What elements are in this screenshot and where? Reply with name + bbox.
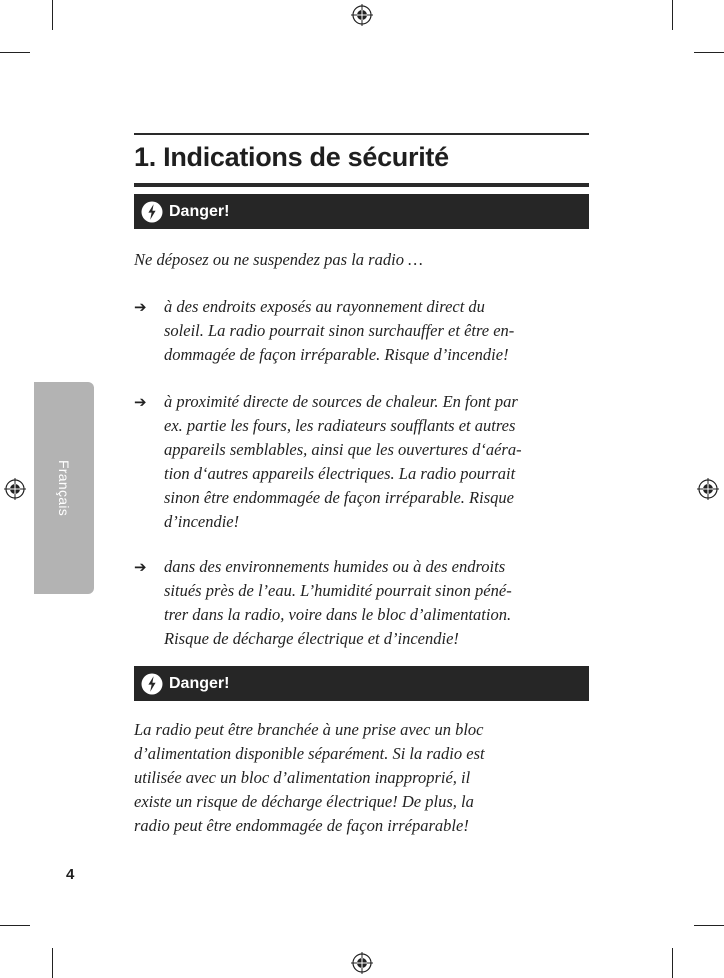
lightning-bolt-icon [141, 673, 163, 695]
arrow-right-icon: ➔ [134, 558, 147, 576]
language-tab [34, 382, 94, 594]
list-item [134, 390, 589, 534]
list-item [134, 295, 589, 367]
registration-mark-icon [351, 4, 373, 26]
registration-mark-icon [697, 478, 719, 500]
crop-mark [672, 948, 673, 978]
registration-mark-icon [4, 478, 26, 500]
top-rule [134, 133, 589, 135]
crop-mark [672, 0, 673, 30]
danger-banner [134, 194, 589, 229]
crop-mark [52, 948, 53, 978]
lightning-bolt-icon [141, 201, 163, 223]
list-item-text: dans des environnements humides ou à des endroits situés près de l’eau. L’humidité pourrait sinon péné- trer dans la radio, voire dans le bloc d’alimentation. Risque de décharge électrique et d’incendie! [164, 557, 512, 648]
crop-mark [52, 0, 53, 30]
danger-label: Danger! [169, 674, 230, 692]
danger-banner [134, 666, 589, 701]
arrow-right-icon: ➔ [134, 393, 147, 411]
crop-mark [694, 925, 724, 926]
crop-mark [0, 52, 30, 53]
crop-mark [694, 52, 724, 53]
list-item-text: à des endroits exposés au rayonnement direct du soleil. La radio pourrait sinon surchauffer et être en- dommagée de façon irréparable. Risque d’incendie! [164, 297, 515, 364]
danger-label: Danger! [169, 202, 230, 220]
crop-mark [0, 925, 30, 926]
intro-text: Ne déposez ou ne suspendez pas la radio … [134, 250, 423, 269]
page-number: 4 [66, 866, 75, 883]
warning-paragraph: La radio peut être branchée à une prise avec un bloc d’alimentation disponible séparément. Si la radio est utilisée avec un bloc d’alimentation inapproprié, il existe un risque de décharge électrique! De plus, la radio peut être endommagée de façon irréparable! [134, 720, 485, 835]
arrow-right-icon: ➔ [134, 298, 147, 316]
section-title: 1. Indications de sécurité [134, 142, 449, 172]
language-tab-label: Français [56, 459, 72, 517]
registration-mark-icon [351, 952, 373, 974]
list-item [134, 555, 589, 651]
heading-rule [134, 183, 589, 187]
list-item-text: à proximité directe de sources de chaleur. En font par ex. partie les fours, les radiateurs soufflants et autres appareils semblables, ainsi que les ouvertures d‘aéra- tion d‘autres appareils électriques. La radio pourrait sinon être endommagée de façon irréparable. Risque d’incendie! [164, 392, 522, 531]
